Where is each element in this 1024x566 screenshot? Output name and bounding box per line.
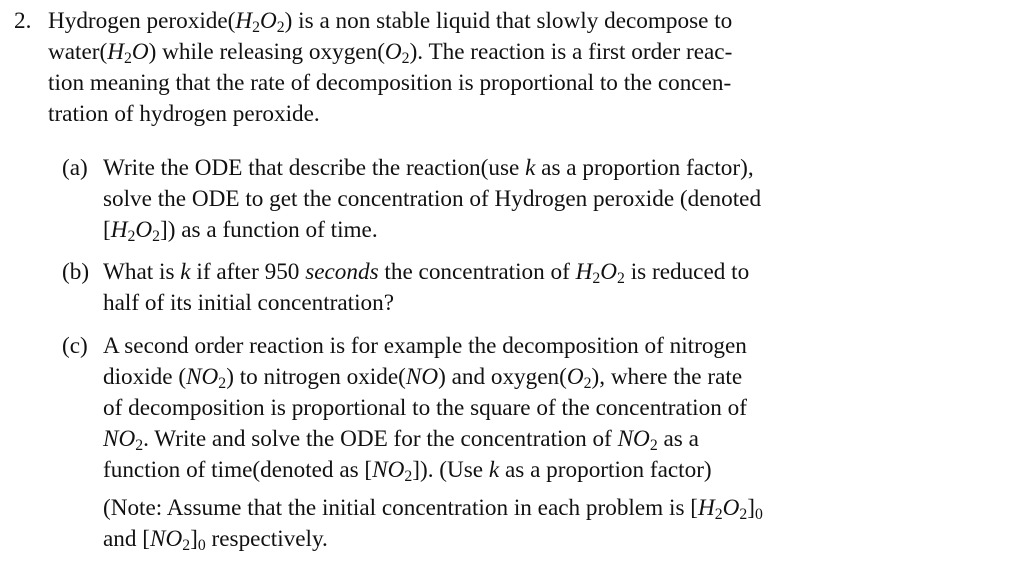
- part-line: What is k if after 950 seconds the concentration of $H_2O_2$ is reduced to: [103, 259, 750, 287]
- part-line: function of time(denoted as $[NO_2]$). (Use k as a proportion factor): [103, 457, 712, 485]
- part-line: $NO_2$. Write and solve the ODE for the concentration of $NO_2$ as a: [103, 426, 699, 454]
- part-line: dioxide $(NO_2)$ to nitrogen oxide(NO) and $oxygen(O_2)$, where the rate: [103, 364, 743, 392]
- part-line: Write the ODE that describe the reaction(use k as a proportion factor),: [103, 155, 754, 181]
- intro-line: $water(H_2O)$ while releasing $oxygen(O_2)$. The reaction is a first order reac-: [48, 39, 733, 67]
- part-label: (c): [62, 333, 88, 359]
- intro-line: tration of hydrogen peroxide.: [48, 101, 320, 127]
- part-line: solve the ODE to get the concentration of Hydrogen peroxide (denoted: [103, 186, 762, 212]
- note-line: and $[NO_2]_0$ respectively.: [103, 526, 328, 554]
- part-label: (a): [62, 155, 88, 181]
- part-line: of decomposition is proportional to the square of the concentration of: [103, 395, 747, 421]
- part-line: A second order reaction is for example the decomposition of nitrogen: [103, 333, 747, 359]
- part-label: (b): [62, 259, 90, 285]
- intro-line: tion meaning that the rate of decomposition is proportional to the concen-: [48, 70, 732, 96]
- note-line: (Note: Assume that the initial concentration in each problem is $[H_2O_2]_0$: [103, 495, 763, 523]
- intro-line: Hydrogen $peroxide(H_2O_2)$ is a non stable liquid that slowly decompose to: [48, 8, 733, 36]
- part-line: $[H_2O_2]$) as a function of time.: [103, 217, 378, 245]
- problem-number: 2.: [14, 8, 32, 34]
- part-line: half of its initial concentration?: [103, 290, 395, 316]
